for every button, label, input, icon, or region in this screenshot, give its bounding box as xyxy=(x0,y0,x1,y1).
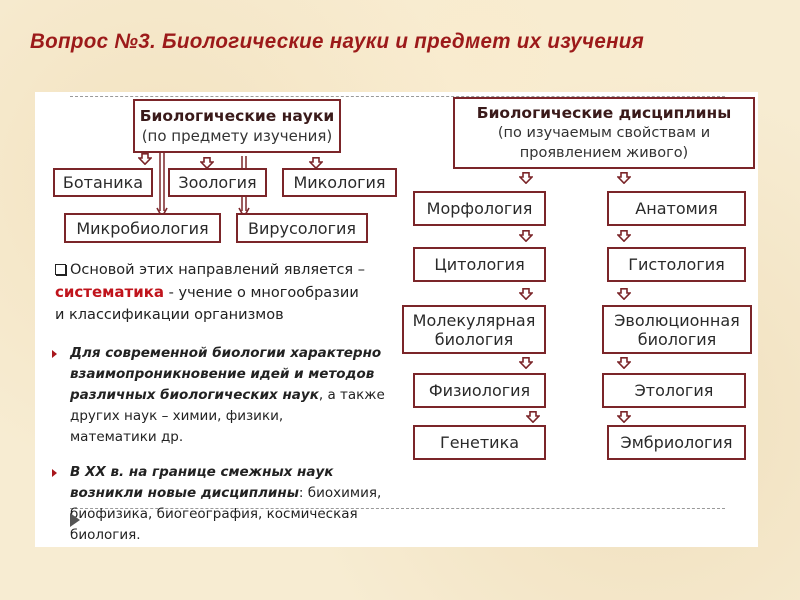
biological-sciences-root-box xyxy=(133,99,341,153)
biological-disciplines-root-box: Биологические дисциплины (по изучаемым свойствам и проявлением живого) xyxy=(453,97,755,169)
arrow-down-icon xyxy=(617,230,631,242)
checkbox-bullet-icon xyxy=(55,264,66,275)
histology-box: Гистология xyxy=(607,247,746,282)
slide-title: Вопрос №3. Биологические науки и предмет их изучения xyxy=(30,30,645,53)
morphology-box: Морфология xyxy=(413,191,546,226)
bullet-triangle-icon xyxy=(52,469,57,477)
arrow-down-icon xyxy=(617,288,631,300)
arrow-down-icon xyxy=(617,357,631,369)
systematics-paragraph: Основой этих направлений является – систематика - учение о многообразии и классификации организмов xyxy=(55,262,365,323)
arrow-down-icon xyxy=(617,411,631,423)
botany-box: Ботаника xyxy=(53,168,153,197)
physiology-box: Физиология xyxy=(413,373,546,408)
slide-nav-arrow-icon[interactable] xyxy=(70,513,80,527)
mycology-box: Микология xyxy=(282,168,397,197)
disciplines-heading: Биологические дисциплины xyxy=(476,103,732,122)
root-heading: Биологические науки xyxy=(139,106,335,125)
arrow-down-icon xyxy=(519,288,533,300)
embryology-box: Эмбриология xyxy=(607,425,746,460)
molecular-biology-box: Молекулярная биология xyxy=(402,305,546,354)
arrow-down-icon xyxy=(617,172,631,184)
cytology-box: Цитология xyxy=(413,247,546,282)
arrow-down-icon xyxy=(519,172,533,184)
arrow-down-icon xyxy=(519,230,533,242)
arrow-down-icon xyxy=(519,357,533,369)
bullet-paragraph-1: Для современной биологии характерно взаимопроникновение идей и методов различных биологических наук, а также других наук – химии, физики, математики др. xyxy=(70,345,385,445)
arrow-down-icon xyxy=(526,411,540,423)
arrow-down-icon xyxy=(138,153,152,165)
evolutionary-biology-box: Эволюционная биология xyxy=(602,305,752,354)
bullet-paragraph-2: В ХХ в. на границе смежных наук возникли новые дисциплины: биохимия, биофизика, биогеография, космическая биология. xyxy=(70,464,382,543)
systematics-term: систематика xyxy=(55,283,165,301)
virology-box: Вирусология xyxy=(236,213,368,243)
anatomy-box: Анатомия xyxy=(607,191,746,226)
root-subheading: (по предмету изучения) xyxy=(141,126,333,145)
microbiology-box: Микробиология xyxy=(64,213,221,243)
bullet-triangle-icon xyxy=(52,350,57,358)
long-arrow-down-icon xyxy=(155,153,169,218)
ethology-box: Этология xyxy=(602,373,746,408)
genetics-box: Генетика xyxy=(413,425,546,460)
zoology-box: Зоология xyxy=(168,168,267,197)
